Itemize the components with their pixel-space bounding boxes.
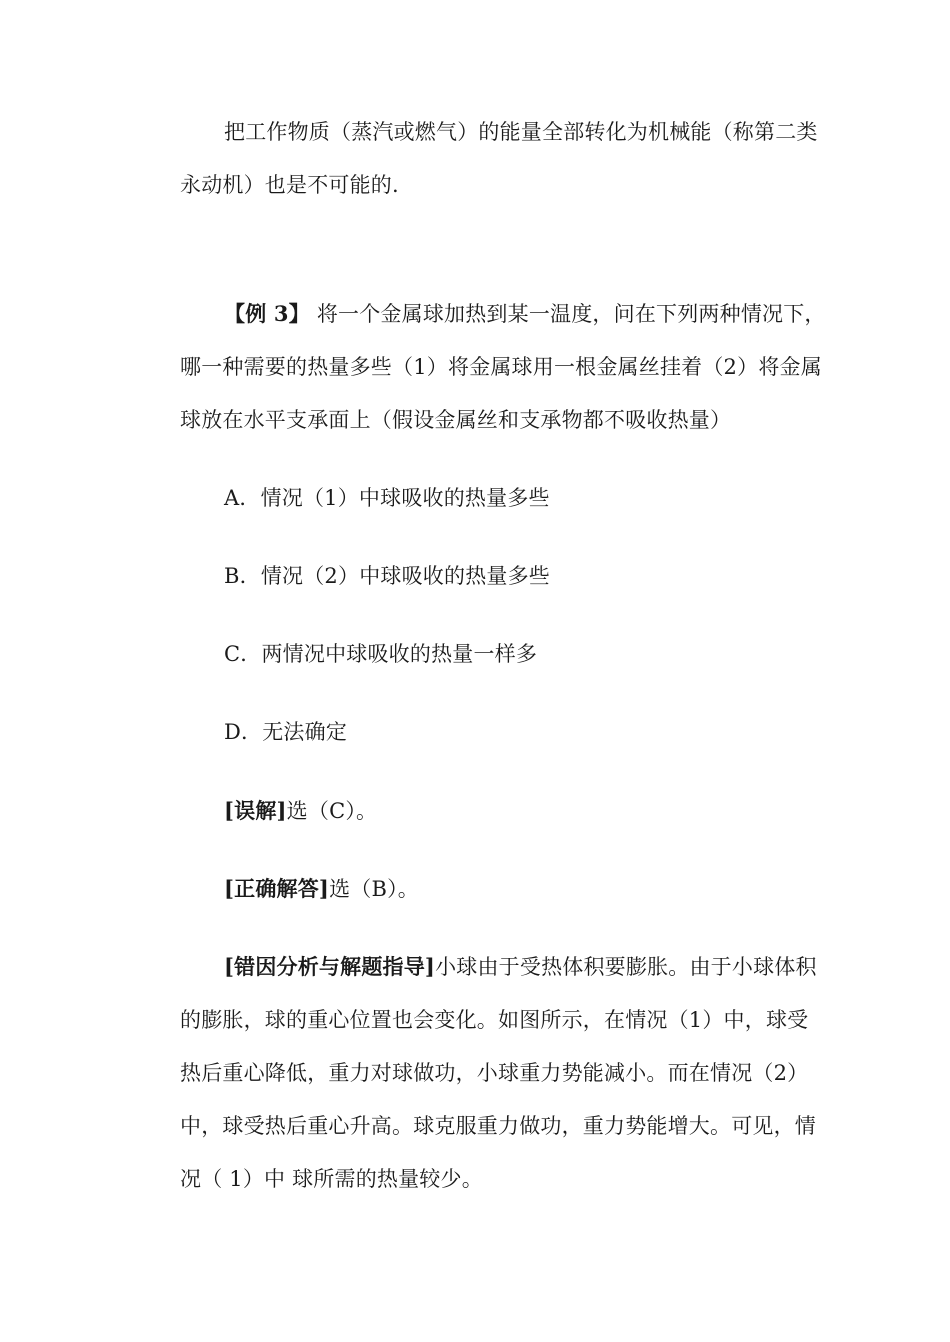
intro-line-2: 永动机）也是不可能的. (180, 173, 399, 197)
wrong-answer-line (224, 797, 377, 825)
option-d: D．无法确定 (224, 720, 348, 744)
wrong-answer-label: [误解] (224, 798, 287, 823)
analysis-line-2: 的膨胀，球的重心位置也会变化。如图所示，在情况（1）中，球受 (180, 1008, 809, 1032)
correct-answer-line (224, 875, 419, 903)
analysis-label: [错因分析与解题指导] (224, 954, 436, 979)
analysis-line-5: 况（ 1）中 球所需的热量较少。 (180, 1167, 483, 1191)
correct-answer-text: 选（B）。 (329, 877, 420, 901)
analysis-text-start: 小球由于受热体积要膨胀。由于小球体积 (435, 955, 817, 979)
analysis-line-1 (224, 953, 817, 981)
option-c: C．两情况中球吸收的热量一样多 (224, 642, 538, 666)
correct-answer-label: [正确解答] (224, 876, 330, 901)
example-line-2: 哪一种需要的热量多些（1）将金属球用一根金属丝挂着（2）将金属 (180, 355, 822, 379)
intro-line-1: 把工作物质（蒸汽或燃气）的能量全部转化为机械能（称第二类 (224, 120, 818, 144)
option-a: A．情况（1）中球吸收的热量多些 (224, 486, 550, 510)
wrong-answer-text: 选（C）。 (286, 799, 378, 823)
option-b: B．情况（2）中球吸收的热量多些 (224, 564, 550, 588)
analysis-line-3: 热后重心降低，重力对球做功，小球重力势能减小。而在情况（2） (180, 1061, 809, 1085)
example-line-1 (224, 300, 826, 328)
example-label: 【例 3】 (224, 301, 310, 326)
example-question-start: 将一个金属球加热到某一温度，问在下列两种情况下， (316, 302, 826, 326)
example-line-3: 球放在水平支承面上（假设金属丝和支承物都不吸收热量） (180, 408, 732, 432)
analysis-line-4: 中，球受热后重心升高。球克服重力做功，重力势能增大。可见，情 (180, 1114, 816, 1138)
